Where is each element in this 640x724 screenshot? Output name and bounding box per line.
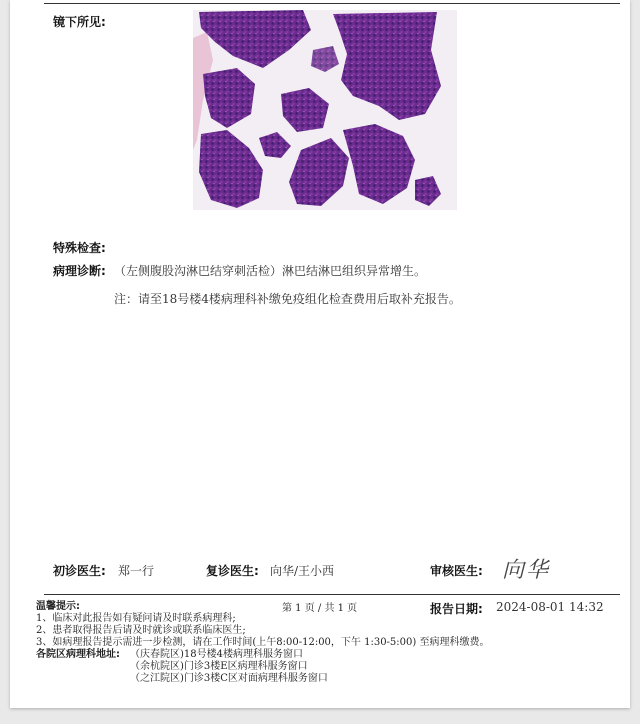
- report-date: 2024-08-01 14:32: [496, 600, 604, 614]
- diagnosis-text: （左侧腹股沟淋巴结穿刺活检）淋巴结淋巴组织异常增生。: [114, 264, 427, 278]
- special-exam-label: 特殊检查:: [53, 241, 106, 255]
- top-rule: [44, 3, 620, 4]
- report-page: [10, 0, 630, 708]
- footer-rule: [44, 594, 620, 595]
- microscope-label: 镜下所见:: [53, 15, 106, 29]
- tip-3: 3、如病理报告提示需进一步检测，请在工作时间(上午8:00-12:00，下午 1:30-5:00) 至病理科缴费。: [36, 637, 490, 648]
- report-date-label: 报告日期:: [430, 602, 483, 616]
- page-info: 第 1 页 / 共 1 页: [282, 603, 358, 614]
- tips-title: 温馨提示:: [36, 601, 80, 612]
- initial-doctor-name: 郑一行: [118, 564, 155, 578]
- review-doctor-name: 向华/王小西: [270, 564, 335, 578]
- micrograph-image: [193, 10, 457, 210]
- address-3: （之江院区)门诊3楼C区对面病理科服务窗口: [130, 673, 328, 684]
- tip-2: 2、患者取得报告后请及时就诊或联系临床医生;: [36, 625, 246, 636]
- diagnosis-label: 病理诊断:: [53, 264, 106, 278]
- tip-1: 1、临床对此报告如有疑问请及时联系病理科;: [36, 613, 236, 624]
- address-2: （余杭院区)门诊3楼E区病理科服务窗口: [130, 661, 308, 672]
- address-1: （庆春院区)18号楼4楼病理科服务窗口: [130, 649, 303, 660]
- address-label: 各院区病理科地址:: [36, 649, 120, 660]
- review-doctor-label: 复诊医生:: [206, 564, 259, 578]
- initial-doctor-label: 初诊医生:: [53, 564, 106, 578]
- audit-signature: 向华: [502, 558, 551, 583]
- audit-doctor-label: 审核医生:: [430, 564, 483, 578]
- note-text: 注：请至18号楼4楼病理科补缴免疫组化检查费用后取补充报告。: [114, 292, 461, 306]
